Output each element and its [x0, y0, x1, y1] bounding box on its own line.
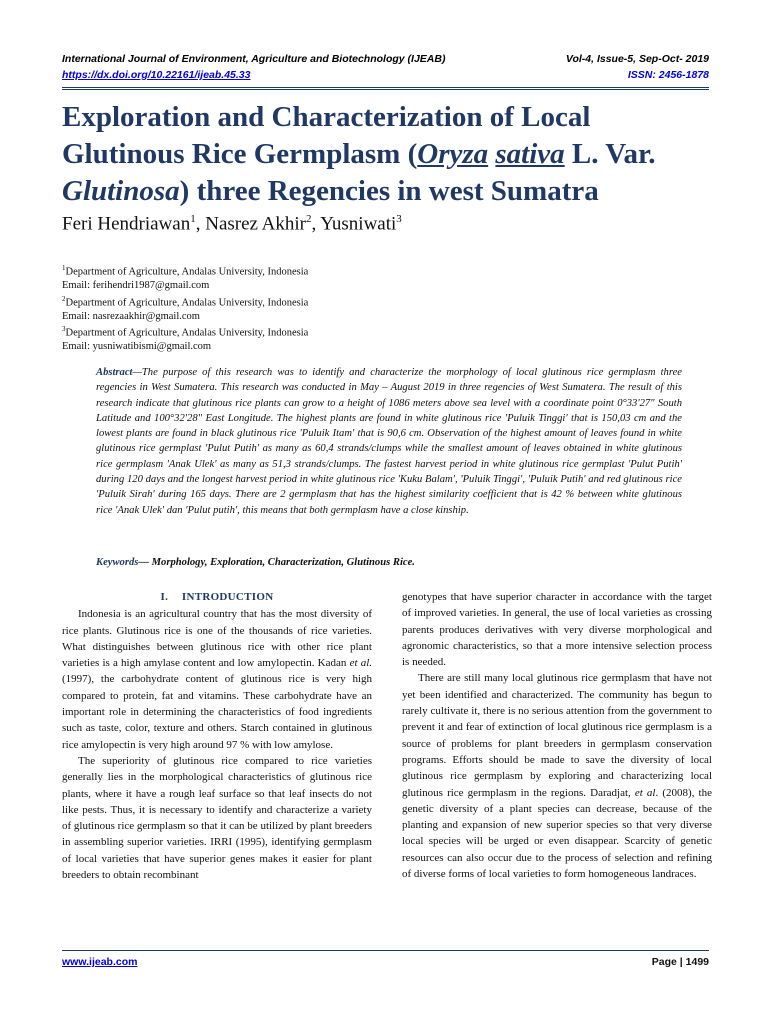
- abstract-text: —The purpose of this research was to identify and characterize the morphology of local glutinous rice germplasm three regencies in West Sumatera. This research was conducted in May – August 2019 in three regencies of West Sumatera. The result of this research indicate that glutinous rice plants can grow to a height of 1086 meters above sea level with a coordinate point 0°33'27" South Latitude and 100°32'28" East Longitude. The highest plants are found in white glutinous rice 'Puluik Tinggi' that is 150,03 cm and the lowest plants are found in black glutinous rice 'Puluik Itam' that is 90,6 cm. Observation of the highest amount of leaves found in white glutinous rice germplast 'Pulut Putih' as many as 60,4 strands/clumps while the smallest amount of leaves obtained in white glutinous rice germplasm 'Anak Ulek' as many as 51,3 strands/clumps. The fastest harvest period in white glutinous rice germplast 'Pulut Putih' during 120 days and the longest harvest period in white glutinous rice 'Kuku Balam', 'Puluik Tinggi', 'Puluik Putih' and red glutinous rice 'Puluik Sirah' during 165 days. There are 2 germplasm that has the highest similarity coefficient that is 42 % between white glutinous rice 'Anak Ulek' dan 'Pulut putih', this means that both germplasm have a close kinship.: [96, 367, 682, 516]
- left-column: [62, 589, 372, 883]
- paper-title: [62, 99, 722, 210]
- affiliation-email-2: Email: nasrezaakhir@gmail.com: [62, 310, 200, 322]
- doi-link[interactable]: https://dx.doi.org/10.22161/ijeab.45.33: [62, 69, 251, 81]
- abstract: [96, 365, 682, 518]
- affiliations: [62, 262, 308, 354]
- header-rule-secondary: [62, 89, 709, 90]
- title-line-3: Glutinosa) three Regencies in west Sumatra: [62, 175, 599, 207]
- affiliation-2: $^2$Department of Agriculture, Andalas University, Indonesia: [62, 294, 309, 308]
- footer-url[interactable]: www.ijeab.com: [62, 956, 138, 968]
- right-column: [402, 589, 712, 882]
- section-heading: I. INTRODUCTION: [160, 591, 274, 603]
- title-line-2: Glutinous Rice Germplasm (Oryza sativa L. Var.: [62, 138, 656, 170]
- keywords: [96, 557, 682, 568]
- intro-paragraph-2: The superiority of glutinous rice compared to rice varieties generally lies in the morphological characteristics of glutinous rice plants, where it have a rough leaf surface so that leaf insects do not like pests. Thus, it is necessary to identify and characterize a variety of glutinous rice germplasm so that it can be utilized by plant breeders in assembling superior varieties. IRRI (1995), identifying germplasm of local varieties that have superior genes makes it easier for plant breeders to obtain recombinant: [62, 754, 372, 882]
- affiliation-3: $^3$Department of Agriculture, Andalas University, Indonesia: [62, 325, 309, 339]
- author-list: Feri Hendriawan$^1$, Nasrez Akhir$^2$, Yusniwati$^3$: [62, 213, 402, 235]
- intro-paragraph-1: Indonesia is an agricultural country that has the most diversity of rice plants. Glutinous rice is one of the thousands of rice varieties. What distinguishes between glutinous rice with other rice plant varieties is a high amylase content and low amylopectin. Kadan et al. (1997), the carbohydrate content of glutinous rice is very high compared to protein, fat and vitamins. These carbohydrate have an important role in determining the characteristics of food ingredients such as taste, color, texture and others. Starch contained in glutinous rice amylopectin is very high around 97 % with low amylose.: [62, 608, 372, 751]
- abstract-label: Abstract: [96, 367, 133, 378]
- page-number: Page | 1499: [651, 956, 709, 968]
- keywords-label: Keywords: [96, 557, 139, 568]
- affiliation-email-1: Email: ferihendri1987@gmail.com: [62, 280, 210, 291]
- header-rule: [62, 87, 709, 88]
- intro-paragraph-4: There are still many local glutinous rice germplasm that have not yet been identified and characterized. The community has begun to rarely cultivate it, there is no serious attention from the government to prevent it and fear of extinction of local glutinous rice germplasm is a source of problems for plant breeders in germplasm conservation programs. Efforts should be made to save the diversity of local glutinous rice germplasm by exploring and characterizing local glutinous rice germplasm in the regions. Daradjat, et al. (2008), the genetic diversity of a plant species can decrease, because of the planting and expansion of new superior species so that very diverse local species will be urged or even disappear. Scarcity of genetic resources can also occur due to the process of selection and refining of diverse forms of local varieties to form homogeneous landraces.: [402, 672, 712, 881]
- title-line-1: Exploration and Characterization of Local: [62, 101, 591, 133]
- journal-name: International Journal of Environment, Agriculture and Biotechnology (IJEAB): [62, 53, 446, 65]
- keywords-text: — Morphology, Exploration, Characterization, Glutinous Rice.: [138, 557, 415, 568]
- issn: ISSN: 2456-1878: [627, 69, 709, 81]
- intro-paragraph-3: genotypes that have superior character in accordance with the target of improved varieties. In general, the use of local varieties as crossing parents produces derivatives with very diverse morphological and agronomic characteristics, so that a more intensive selection process is needed.: [402, 591, 712, 669]
- volume-issue: Vol-4, Issue-5, Sep-Oct- 2019: [565, 53, 709, 65]
- affiliation-1: $^1$Department of Agriculture, Andalas University, Indonesia: [62, 264, 309, 278]
- affiliation-email-3: Email: yusniwatibismi@gmail.com: [62, 341, 212, 352]
- footer-rule: [62, 950, 709, 951]
